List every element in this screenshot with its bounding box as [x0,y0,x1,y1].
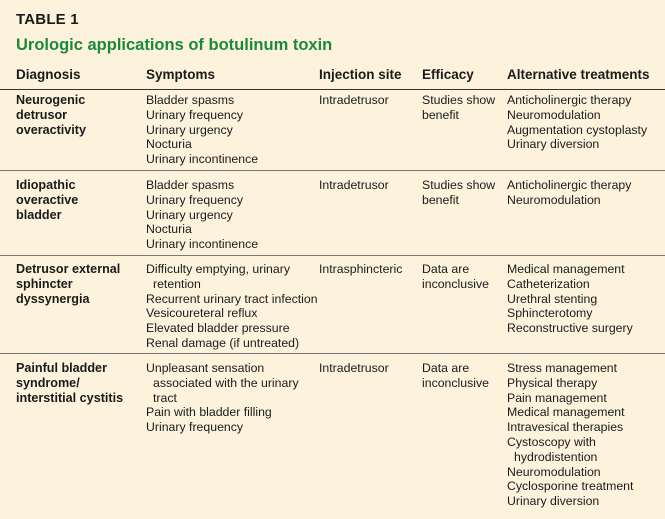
cell-line: Intradetrusor [319,178,389,192]
cell-line: Urinary incontinence [146,152,259,167]
cell-line: Urinary urgency [146,122,233,137]
cell-line: Recurrent urinary tract infection [146,291,318,306]
cell-line: Anticholinergic therapy [507,93,632,107]
cell-line: Neuromodulation [507,107,601,122]
cell-line: inconclusive [422,276,489,291]
cell-line: Urinary incontinence [146,237,259,252]
cell-line: Unpleasant sensation [146,361,265,375]
cell-line: Studies show [422,93,496,107]
cell-line: syndrome/ [16,375,80,390]
cell-line: Urinary diversion [507,494,600,509]
cell-line: sphincter [16,276,73,291]
injection-site-cell [319,361,419,376]
cell-line: Bladder spasms [146,178,235,192]
cell-line: Sphincterotomy [507,306,593,321]
cell-line: interstitial cystitis [16,390,124,405]
cell-line: Urinary diversion [507,137,600,152]
symptoms-cell [146,262,318,351]
cell-line: associated with the urinary [153,375,299,390]
alternatives-cell [507,361,662,509]
header-alternative-treatments: Alternative treatments [507,67,650,82]
header-injection-site: Injection site [319,67,402,82]
cell-line: benefit [422,107,459,122]
cell-line: detrusor [16,107,68,122]
cell-line: Pain management [507,390,607,405]
diagnosis-cell [16,262,136,306]
efficacy-cell [422,262,502,292]
cell-line: Vesicoureteral reflux [146,306,258,321]
cell-line: Bladder spasms [146,93,235,107]
symptoms-cell [146,361,314,435]
symptoms-cell [146,178,314,252]
cell-line: Nocturia [146,137,192,152]
cell-line: Cystoscopy with [507,434,596,449]
diagnosis-cell [16,178,136,222]
cell-line: Reconstructive surgery [507,321,633,336]
cell-line: Neuromodulation [507,464,601,479]
cell-line: Difficulty emptying, urinary [146,262,290,276]
cell-line: Intradetrusor [319,361,389,375]
cell-line: Nocturia [146,222,192,237]
cell-line: benefit [422,192,459,207]
cell-line: Urinary urgency [146,207,233,222]
injection-site-cell [319,262,419,277]
cell-line: Neurogenic [16,93,86,107]
cell-line: Painful bladder [16,361,107,375]
cell-line: Medical management [507,262,625,276]
cell-line: Medical management [507,405,625,420]
efficacy-cell [422,93,502,123]
cell-line: Urinary frequency [146,420,244,435]
cell-line: Catheterization [507,276,590,291]
cell-line: Stress management [507,361,618,375]
cell-line: Intravesical therapies [507,420,624,435]
cell-line: inconclusive [422,375,489,390]
injection-site-cell [319,93,419,108]
alternatives-cell [507,178,662,208]
cell-line: Pain with bladder filling [146,405,272,420]
cell-line: Detrusor external [16,262,121,276]
table-title: Urologic applications of botulinum toxin [16,36,333,54]
cell-line: Data are [422,361,470,375]
cell-line: Urinary frequency [146,192,244,207]
cell-line: Cyclosporine treatment [507,479,634,494]
cell-line: Physical therapy [507,375,598,390]
cell-line: Idiopathic [16,178,76,192]
cell-line: overactive [16,192,79,207]
cell-line: overactivity [16,122,87,137]
efficacy-cell [422,178,502,208]
cell-line: Urinary frequency [146,107,244,122]
cell-line: Intradetrusor [319,93,389,107]
cell-line: retention [153,276,201,291]
row-divider [0,255,665,256]
header-symptoms: Symptoms [146,67,216,82]
row-divider [0,170,665,171]
alternatives-cell [507,262,662,336]
table-header-row [0,60,665,90]
efficacy-cell [422,361,502,391]
cell-line: Neuromodulation [507,192,601,207]
alternatives-cell [507,93,662,152]
header-diagnosis: Diagnosis [16,67,81,82]
cell-line: Studies show [422,178,496,192]
row-divider [0,353,665,354]
cell-line: Renal damage (if untreated) [146,335,300,350]
cell-line: Augmentation cystoplasty [507,122,648,137]
cell-line: hydrodistention [514,449,598,464]
header-efficacy: Efficacy [422,67,474,82]
cell-line: tract [153,390,177,405]
cell-line: Anticholinergic therapy [507,178,632,192]
cell-line: Data are [422,262,470,276]
cell-line: bladder [16,207,62,222]
table-label: TABLE 1 [16,11,79,28]
cell-line: dyssynergia [16,291,90,306]
diagnosis-cell [16,93,136,137]
cell-line: Elevated bladder pressure [146,321,290,336]
cell-line: Intrasphincteric [319,262,403,276]
symptoms-cell [146,93,314,167]
cell-line: Urethral stenting [507,291,598,306]
injection-site-cell [319,178,419,193]
diagnosis-cell [16,361,136,405]
